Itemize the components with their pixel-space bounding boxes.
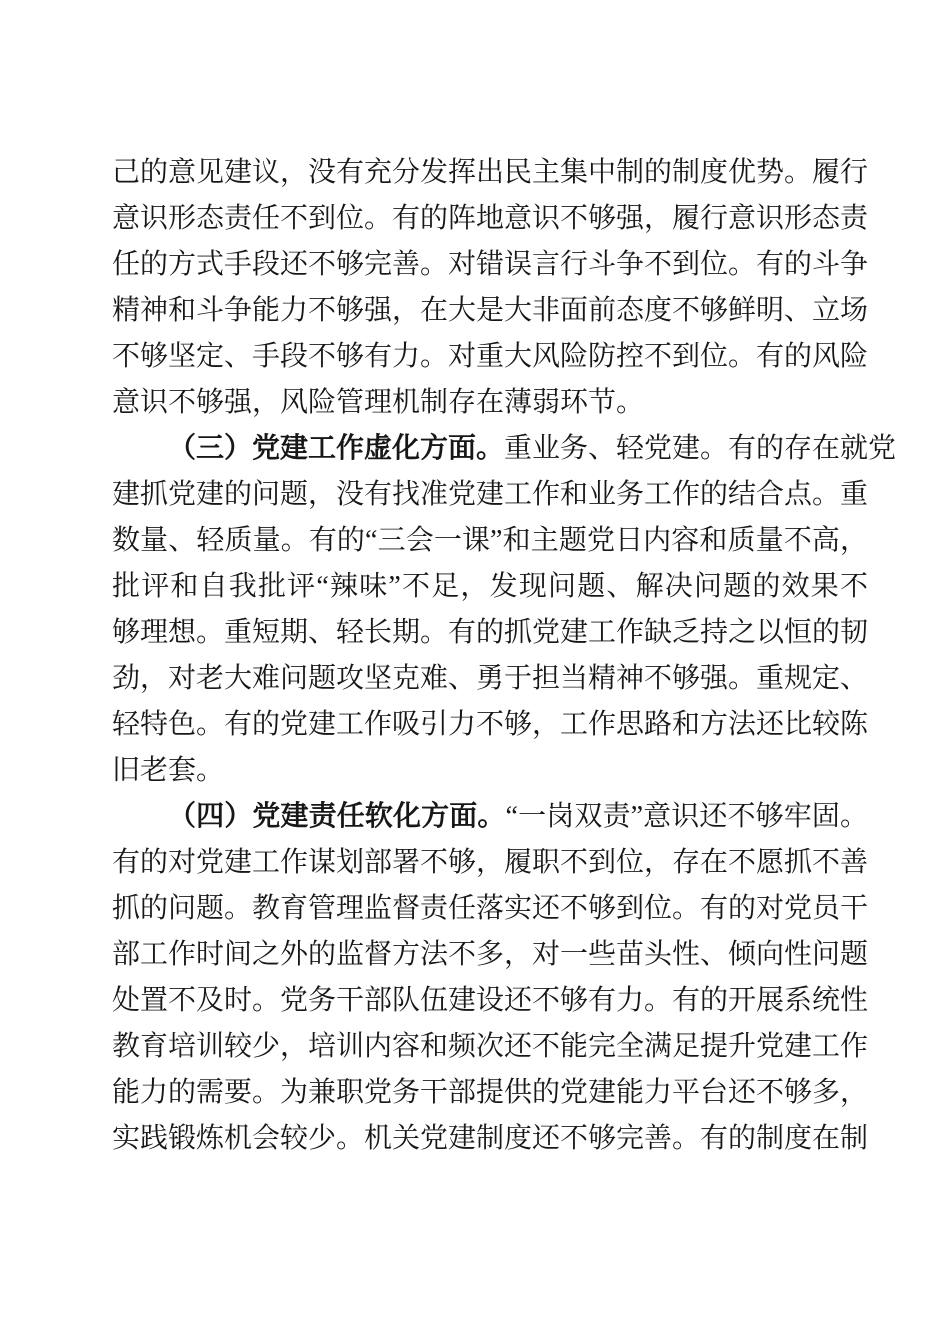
text-line: 意识形态责任不到位。有的阵地意识不够强，履行意识形态责 (112, 203, 869, 234)
text-line: 实践锻炼机会较少。机关党建制度还不够完善。有的制度在制 (112, 1123, 869, 1154)
text-line (112, 794, 868, 840)
text-line: 能力的需要。为兼职党务干部提供的党建能力平台还不够多， (112, 1077, 869, 1108)
text-line: 有的对党建工作谋划部署不够，履职不到位，存在不愿抓不善 (112, 847, 869, 878)
text-line: 处置不及时。党务干部队伍建设还不够有力。有的开展系统性 (112, 985, 869, 1016)
text-line: 任的方式手段还不够完善。对错误言行斗争不到位。有的斗争 (112, 249, 869, 280)
text-line: 教育培训较少，培训内容和频次还不能完全满足提升党建工作 (112, 1031, 869, 1062)
text-line: 己的意见建议，没有充分发挥出民主集中制的制度优势。履行 (112, 157, 869, 188)
text-line: 建抓党建的问题，没有找准党建工作和业务工作的结合点。重 (112, 479, 869, 510)
text-line: 劲，对老大难问题攻坚克难、勇于担当精神不够强。重规定、 (112, 663, 869, 694)
text-line: 不够坚定、手段不够有力。对重大风险防控不到位。有的风险 (112, 341, 869, 372)
section-4-heading: （四）党建责任软化方面。 (168, 801, 506, 832)
text-line: 批评和自我批评“辣味”不足，发现问题、解决问题的效果不 (112, 571, 868, 602)
section-4-heading-rest: “一岗双责”意识还不够牢固。 (505, 801, 868, 832)
text-line: 旧老套。 (112, 755, 225, 786)
text-block (112, 150, 897, 1162)
text-line: 部工作时间之外的监督方法不多，对一些苗头性、倾向性问题 (112, 939, 869, 970)
paragraph-section-4 (112, 794, 868, 1162)
text-line: 意识不够强，风险管理机制存在薄弱环节。 (112, 387, 645, 418)
text-line: 数量、轻质量。有的“三会一课”和主题党日内容和质量不高， (112, 525, 868, 556)
paragraph-section-3 (112, 426, 897, 794)
paragraph-continuation (112, 150, 868, 426)
text-line: 够理想。重短期、轻长期。有的抓党建工作缺乏持之以恒的韧 (112, 617, 869, 648)
text-line (112, 426, 897, 472)
section-3-heading-rest: 重业务、轻党建。有的存在就党 (504, 433, 897, 464)
text-line: 轻特色。有的党建工作吸引力不够，工作思路和方法还比较陈 (112, 709, 869, 740)
section-3-heading: （三）党建工作虚化方面。 (168, 433, 505, 464)
text-line: 精神和斗争能力不够强，在大是大非面前态度不够鲜明、立场 (112, 295, 869, 326)
text-line: 抓的问题。教育管理监督责任落实还不够到位。有的对党员干 (112, 893, 869, 924)
